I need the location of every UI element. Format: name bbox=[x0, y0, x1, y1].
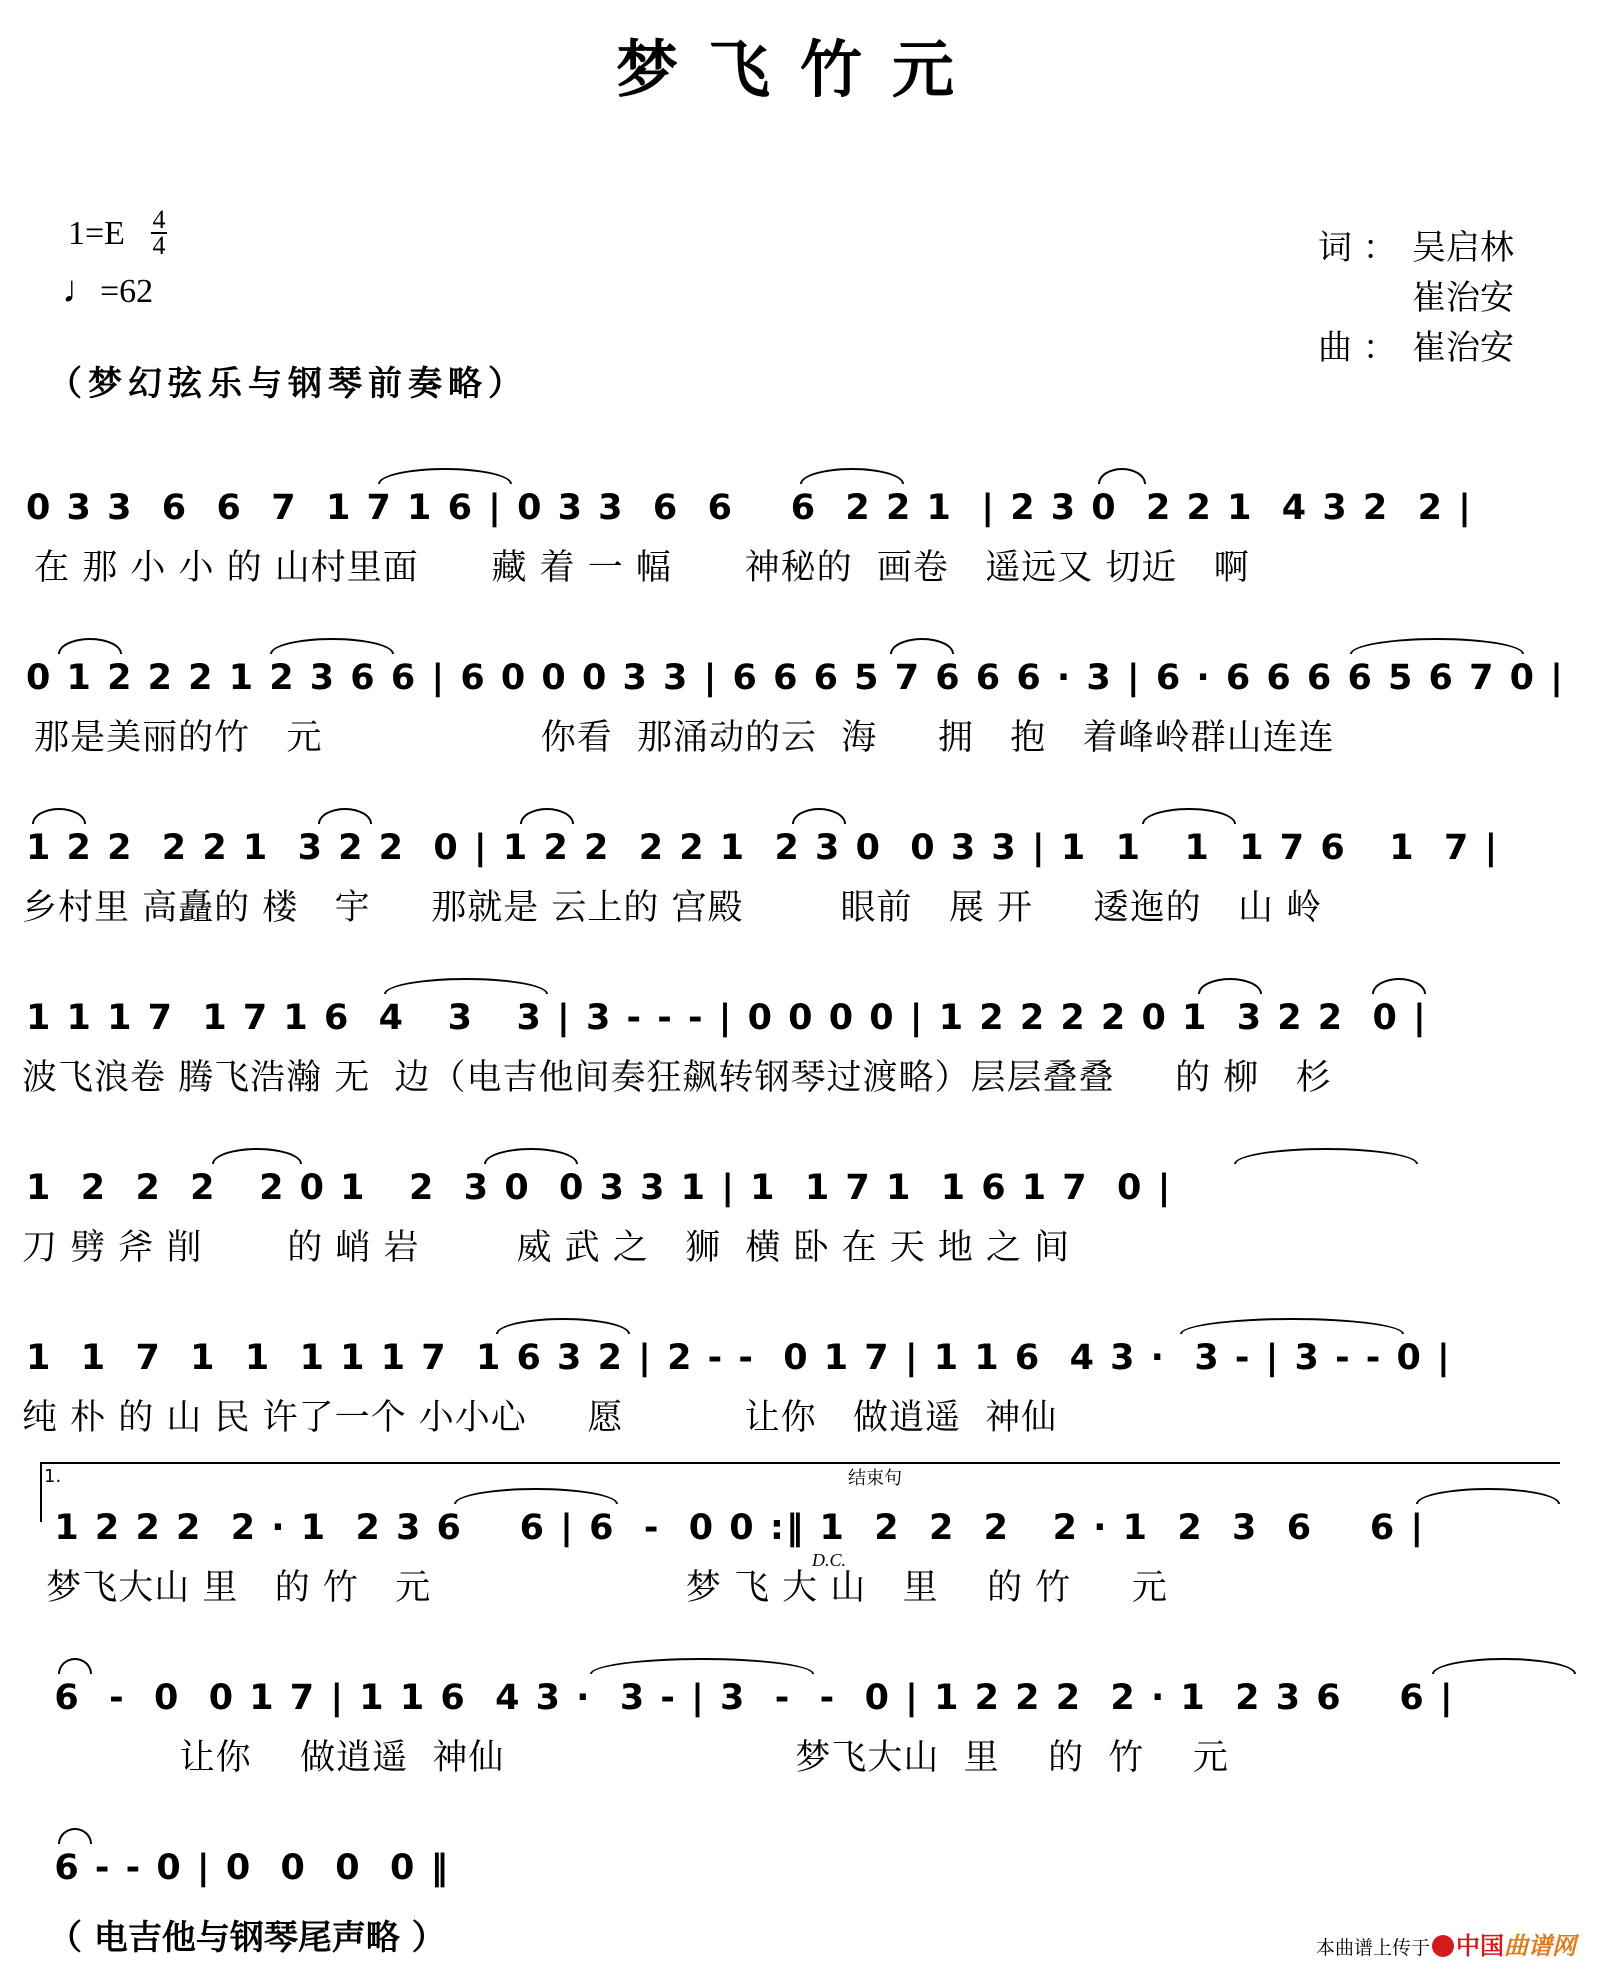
footer-text: 本曲谱上传于 bbox=[1315, 1937, 1430, 1959]
dc-marking: D.C. bbox=[812, 1550, 847, 1570]
site-logo-icon bbox=[1432, 1935, 1454, 1957]
composer: 崔治安 bbox=[1412, 328, 1514, 368]
notation-line: 6 - - 0 | 0 0 0 0 ‖ bbox=[26, 1848, 451, 1888]
notation-line: 0 3 3 6 6 7 1 7 1 6 | 0 3 3 6 6 6 2 2 1 | 2 3 0 2 2 1 4 3 2 2 | bbox=[26, 488, 1473, 528]
lyrics-label: 词 ： bbox=[1318, 228, 1397, 268]
notation-line: 1 2 2 2 2 1 3 2 2 0 | 1 2 2 2 2 1 2 3 0 0 3 3 | 1 1 1 1 7 6 1 7 | bbox=[26, 828, 1500, 868]
lyricist-1: 吴启林 bbox=[1412, 228, 1514, 268]
song-title: 梦飞竹元 bbox=[615, 33, 984, 106]
time-signature-top: 4 bbox=[152, 205, 166, 234]
time-signature bbox=[150, 205, 168, 260]
lyrics-line: 纯 朴 的 山 民 许了一个 小小心 愿 让你 做逍遥 神仙 bbox=[22, 1398, 1058, 1438]
volta-label: 1. bbox=[44, 1466, 62, 1487]
prelude-note: （梦幻弦乐与钢琴前奏略） bbox=[48, 364, 528, 404]
notation-line: 6 - 0 0 1 7 | 1 1 6 4 3 · 3 - | 3 - - 0 | 1 2 2 2 2 · 1 2 3 6 6 | bbox=[26, 1678, 1455, 1718]
volta-bracket bbox=[40, 1462, 1560, 1465]
outro-note: （ 电吉他与钢琴尾声略 ） bbox=[48, 1918, 446, 1958]
lyrics-line: 刀 劈 斧 削 的 峭 岩 威 武 之 狮 横 卧 在 天 地 之 间 bbox=[22, 1228, 1071, 1268]
lyricist-2: 崔治安 bbox=[1412, 278, 1514, 318]
lyrics-line: 波飞浪卷 腾飞浩瀚 无 边（电吉他间奏狂飙转钢琴过渡略）层层叠叠 的 柳 杉 bbox=[22, 1058, 1332, 1098]
tempo-marking bbox=[62, 268, 153, 312]
quarter-note-icon: ♩ bbox=[62, 269, 100, 311]
footer-brand-1: 中国 bbox=[1456, 1932, 1504, 1960]
notation-line: 0 1 2 2 2 1 2 3 6 6 | 6 0 0 0 3 3 | 6 6 6 5 7 6 6 6 · 3 | 6 · 6 6 6 6 5 6 7 0 | bbox=[26, 658, 1565, 698]
lyrics-line: 乡村里 高矗的 楼 宇 那就是 云上的 宫殿 眼前 展 开 逶迤的 山 岭 bbox=[22, 888, 1323, 928]
notation-line: 1 2 2 2 2 0 1 2 3 0 0 3 3 1 | 1 1 7 1 1 6 1 7 0 | bbox=[26, 1168, 1173, 1208]
lyrics-line: 在 那 小 小 的 山村里面 藏 着 一 幅 神秘的 画卷 遥远又 切近 啊 bbox=[22, 548, 1250, 588]
music-label: 曲 ： bbox=[1318, 328, 1397, 368]
key-signature: 1=E bbox=[68, 215, 125, 252]
footer-credit bbox=[1316, 1926, 1576, 1961]
notation-line: 1 1 7 1 1 1 1 1 7 1 6 3 2 | 2 - - 0 1 7 | 1 1 6 4 3 · 3 - | 3 - - 0 | bbox=[26, 1338, 1452, 1378]
tempo-value: =62 bbox=[100, 273, 154, 310]
ending-label: 结束句 bbox=[848, 1468, 902, 1489]
footer-brand-2: 曲谱网 bbox=[1504, 1932, 1576, 1960]
lyrics-line: 那是美丽的竹 元 你看 那涌动的云 海 拥 抱 着峰岭群山连连 bbox=[22, 718, 1335, 758]
lyrics-line: 让你 做逍遥 神仙 梦飞大山 里 的 竹 元 bbox=[22, 1738, 1229, 1778]
notation-line: 1 1 1 7 1 7 1 6 4 3 3 | 3 - - - | 0 0 0 0 | 1 2 2 2 2 0 1 3 2 2 0 | bbox=[26, 998, 1428, 1038]
time-signature-bottom: 4 bbox=[152, 231, 166, 260]
notation-line: 1 2 2 2 2 · 1 2 3 6 6 | 6 - 0 0 :‖ 1 2 2 2 2 · 1 2 3 6 6 | bbox=[26, 1508, 1426, 1548]
lyrics-line: 梦飞大山 里 的 竹 元 梦 飞 大 山 里 的 竹 元 bbox=[22, 1568, 1168, 1608]
